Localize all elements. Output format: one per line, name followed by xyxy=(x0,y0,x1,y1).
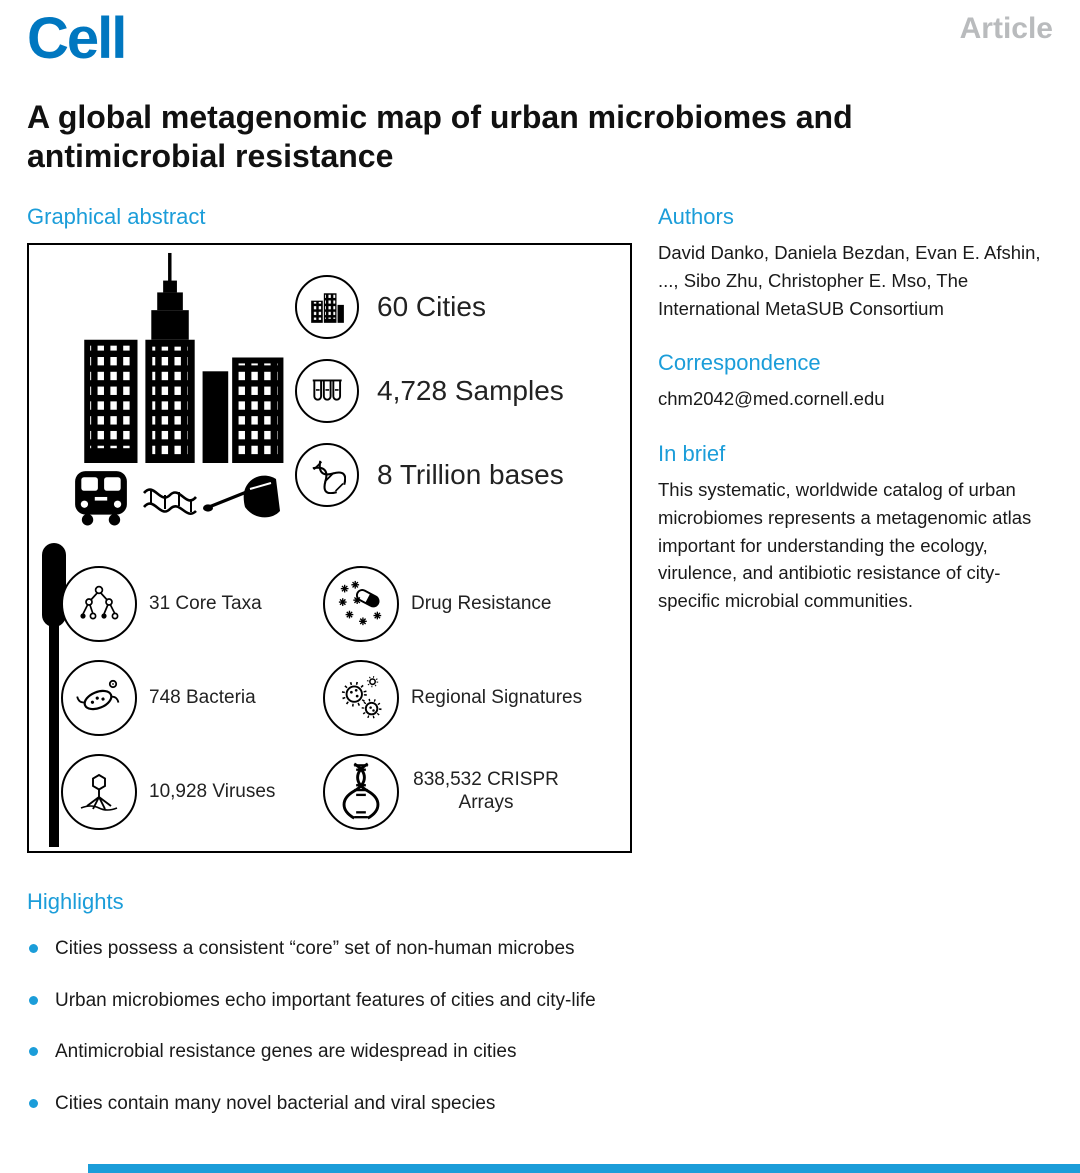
in-brief-text: This systematic, worldwide catalog of urban microbiomes represents a metagenomic atlas important for understanding the ecology, virulence, and antibiotic resistance of city-specific microbial communities. xyxy=(658,479,1032,612)
page-title: A global metagenomic map of urban microbiomes and antimicrobial resistance xyxy=(27,99,853,175)
highlight-item: Urban microbiomes echo important features of cities and city-life xyxy=(27,987,627,1016)
dna-icon xyxy=(308,456,346,494)
graphical-abstract-heading: Graphical abstract xyxy=(27,204,206,230)
correspondence-email-link[interactable]: chm2042@med.cornell.edu xyxy=(658,388,885,410)
stat-label-cities: 60 Cities xyxy=(377,291,486,323)
stat-list xyxy=(295,275,564,527)
authors-text: David Danko, Daniela Bezdan, Evan E. Afshin, ..., Sibo Zhu, Christopher E. Mso, The International MetaSUB Consortium xyxy=(658,242,1041,319)
highlights-section xyxy=(27,889,1053,1118)
graphical-abstract-figure xyxy=(27,243,632,853)
page-header xyxy=(0,0,1080,71)
finding-bacteria xyxy=(61,660,323,736)
finding-regional-signatures xyxy=(323,660,621,736)
taxonomy-tree-icon xyxy=(76,581,122,627)
stat-row-samples xyxy=(295,359,564,423)
regional-signatures-icon xyxy=(336,673,386,723)
drug-resistance-icon xyxy=(336,579,386,629)
highlight-item: Antimicrobial resistance genes are widespread in cities xyxy=(27,1038,627,1067)
subway-train-icon xyxy=(69,469,133,527)
stat-label-bases: 8 Trillion bases xyxy=(377,459,564,491)
finding-drug-resistance xyxy=(323,566,621,642)
cell-logo: Cell xyxy=(27,6,126,71)
city-skyline-icon xyxy=(55,251,290,463)
finding-label-core-taxa: 31 Core Taxa xyxy=(149,592,262,614)
hand-with-swab-icon xyxy=(201,467,281,525)
finding-label-regional-signatures: Regional Signatures xyxy=(411,686,583,708)
in-brief-section xyxy=(658,441,1053,615)
footer-accent-bar xyxy=(88,1164,1080,1173)
in-brief-heading: In brief xyxy=(658,441,726,467)
crispr-icon xyxy=(340,761,382,823)
graphical-abstract-column xyxy=(27,204,632,853)
findings-grid xyxy=(61,557,621,839)
content-columns xyxy=(27,204,1053,853)
finding-label-crispr: 838,532 CRISPR Arrays xyxy=(413,769,559,814)
finding-label-viruses: 10,928 Viruses xyxy=(149,780,276,802)
correspondence-section xyxy=(658,350,1053,413)
dna-strand-icon xyxy=(141,477,199,523)
finding-core-taxa xyxy=(61,566,323,642)
highlights-list xyxy=(27,935,627,1118)
authors-section xyxy=(658,204,1053,322)
stat-row-bases xyxy=(295,443,564,507)
finding-label-drug-resistance: Drug Resistance xyxy=(411,592,552,614)
finding-crispr xyxy=(323,754,621,830)
highlight-item: Cities possess a consistent “core” set of non-human microbes xyxy=(27,935,627,964)
finding-viruses xyxy=(61,754,323,830)
article-type-label: Article xyxy=(959,12,1053,45)
virus-icon xyxy=(75,768,123,816)
highlight-item: Cities contain many novel bacterial and viral species xyxy=(27,1090,627,1119)
stat-label-samples: 4,728 Samples xyxy=(377,375,564,407)
highlights-heading: Highlights xyxy=(27,889,124,915)
stat-row-cities xyxy=(295,275,564,339)
authors-heading: Authors xyxy=(658,204,734,230)
finding-label-bacteria: 748 Bacteria xyxy=(149,686,256,708)
correspondence-heading: Correspondence xyxy=(658,350,821,376)
metadata-column xyxy=(658,204,1053,853)
bacteria-icon xyxy=(74,673,124,723)
test-tubes-icon xyxy=(308,372,346,410)
city-buildings-icon xyxy=(308,288,346,326)
